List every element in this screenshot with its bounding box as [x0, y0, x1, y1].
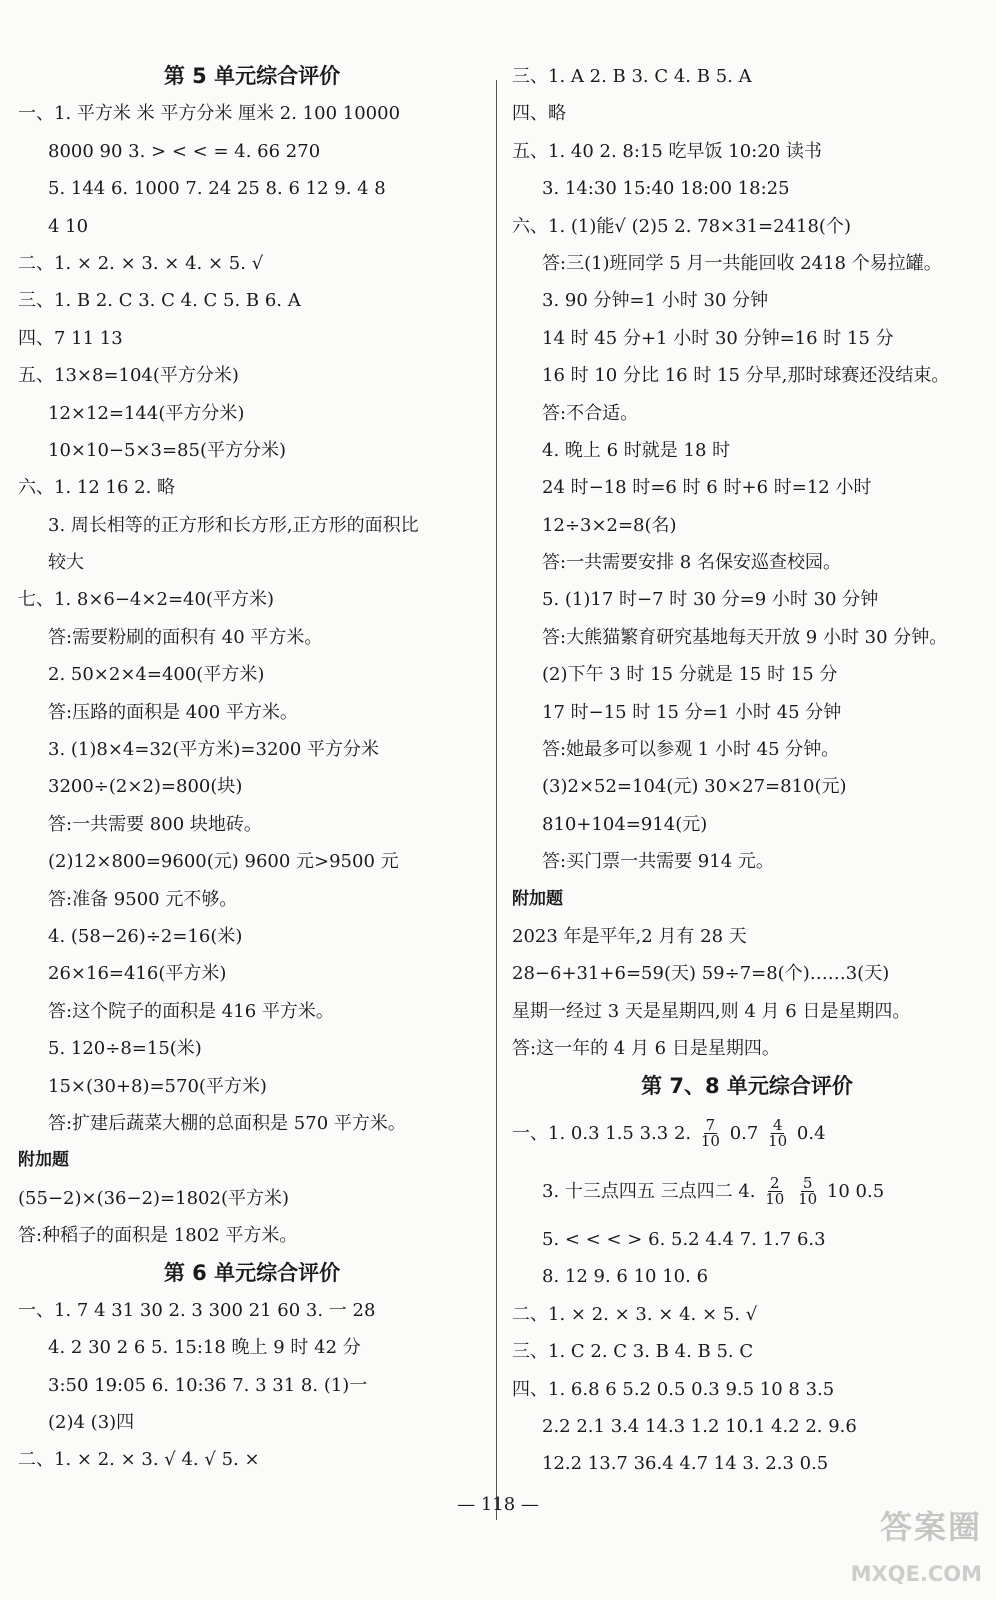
line-text: 0.4 — [796, 1122, 826, 1144]
fraction — [796, 1173, 819, 1209]
answer-line: 六、1. (1)能√ (2)5 2. 78×31=2418(个) — [512, 215, 851, 237]
line-text: 10 0.5 — [826, 1180, 885, 1202]
answer-line: 2023 年是平年,2 月有 28 天 — [512, 925, 747, 947]
answer-line: 5. < < < > 6. 5.2 4.4 7. 1.7 6.3 — [542, 1228, 826, 1250]
answer-line: (3)2×52=104(元) 30×27=810(元) — [542, 776, 847, 798]
answer-line: 17 时−15 时 15 分=1 小时 45 分钟 — [542, 701, 842, 723]
answer-line: 答:大熊猫繁育研究基地每天开放 9 小时 30 分钟。 — [542, 626, 948, 648]
answer-line: 一、1. 平方米 米 平方分米 厘米 2. 100 10000 — [18, 103, 401, 125]
answer-line: 答:扩建后蔬菜大棚的总面积是 570 平方米。 — [48, 1112, 406, 1134]
page-number: — 118 — — [457, 1494, 539, 1515]
answer-line-fractions — [512, 1163, 982, 1221]
answer-line: 星期一经过 3 天是星期四,则 4 月 6 日是星期四。 — [512, 1000, 911, 1022]
answer-line: 14 时 45 分+1 小时 30 分钟=16 时 15 分 — [542, 327, 894, 349]
answer-line: 8000 90 3. > < < = 4. 66 270 — [48, 140, 321, 162]
answer-line: 4. 晚上 6 时就是 18 时 — [542, 439, 731, 461]
denominator: 10 — [768, 1132, 788, 1151]
line-text: 0.7 — [729, 1122, 759, 1144]
answer-line: (2)4 (3)四 — [48, 1412, 135, 1434]
answer-line: 答:这一年的 4 月 6 日是星期四。 — [512, 1038, 780, 1060]
answer-line: 10×10−5×3=85(平方分米) — [48, 439, 286, 461]
answer-line: 3. (1)8×4=32(平方米)=3200 平方分米 — [48, 739, 380, 761]
answer-line: 三、1. A 2. B 3. C 4. B 5. A — [512, 66, 752, 87]
denominator: 10 — [700, 1132, 720, 1151]
answer-line: (55−2)×(36−2)=1802(平方米) — [18, 1187, 289, 1209]
answer-line: 三、1. C 2. C 3. B 4. B 5. C — [512, 1341, 754, 1363]
answer-line: 4 10 — [48, 215, 89, 237]
answer-line: 答:这个院子的面积是 416 平方米。 — [48, 1000, 334, 1022]
answer-line: 24 时−18 时=6 时 6 时+6 时=12 小时 — [542, 477, 872, 499]
fraction — [766, 1115, 789, 1151]
left-column — [18, 58, 486, 1479]
answer-line: 四、7 11 13 — [18, 327, 123, 349]
answer-line: 答:买门票一共需要 914 元。 — [542, 851, 774, 873]
answer-line: 2. 50×2×4=400(平方米) — [48, 664, 265, 686]
watermark-url: MXQE.COM — [850, 1562, 982, 1586]
answer-line: 4. 2 30 2 6 5. 15:18 晚上 9 时 42 分 — [48, 1337, 361, 1359]
watermark-logo — [814, 1502, 982, 1586]
answer-line: 五、13×8=104(平方分米) — [18, 365, 239, 387]
answer-line: 5. 144 6. 1000 7. 24 25 8. 6 12 9. 4 8 — [48, 178, 386, 200]
answer-line: 答:她最多可以参观 1 小时 45 分钟。 — [542, 739, 840, 761]
denominator: 10 — [798, 1190, 818, 1209]
answer-line: 4. (58−26)÷2=16(米) — [48, 925, 243, 947]
extra-question-label: 附加题 — [18, 1150, 69, 1171]
answer-line: 12×12=144(平方分米) — [48, 402, 245, 424]
answer-line: 12.2 13.7 36.4 4.7 14 3. 2.3 0.5 — [542, 1453, 829, 1475]
answer-line: 三、1. B 2. C 3. C 4. C 5. B 6. A — [18, 290, 301, 312]
answer-line: 二、1. × 2. × 3. × 4. × 5. √ — [18, 252, 264, 274]
answer-line: 答:需要粉刷的面积有 40 平方米。 — [48, 626, 323, 648]
numerator: 4 — [772, 1115, 783, 1134]
line-text: 一、1. 0.3 1.5 3.3 2. — [512, 1122, 692, 1144]
answer-line: 答:三(1)班同学 5 月一共能回收 2418 个易拉罐。 — [542, 252, 942, 274]
answer-line: 五、1. 40 2. 8:15 吃早饭 10:20 读书 — [512, 140, 822, 162]
unit6-title: 第 6 单元综合评价 — [163, 1260, 341, 1285]
answer-line: 二、1. × 2. × 3. × 4. × 5. √ — [512, 1303, 758, 1325]
extra-question-label: 附加题 — [512, 888, 563, 909]
answer-line: 答:不合适。 — [542, 402, 639, 424]
answer-line: 3. 14:30 15:40 18:00 18:25 — [542, 178, 790, 200]
answer-line: (2)下午 3 时 15 分就是 15 时 15 分 — [542, 664, 838, 686]
answer-line: 810+104=914(元) — [542, 813, 708, 835]
denominator: 10 — [765, 1190, 785, 1209]
answer-line: 四、1. 6.8 6 5.2 0.5 0.3 9.5 10 8 3.5 — [512, 1378, 835, 1400]
column-divider — [496, 80, 497, 1520]
watermark-mark: 答案圈 — [879, 1508, 982, 1546]
numerator: 7 — [705, 1115, 716, 1134]
right-column — [512, 58, 982, 1483]
answer-line: 四、略 — [512, 103, 566, 125]
answer-line: 15×(30+8)=570(平方米) — [48, 1075, 267, 1097]
answer-line: 六、1. 12 16 2. 略 — [18, 477, 176, 499]
answer-line: 3:50 19:05 6. 10:36 7. 3 31 8. (1)一 — [48, 1374, 368, 1396]
fraction — [699, 1115, 722, 1151]
answer-line: 答:一共需要安排 8 名保安巡查校园。 — [542, 552, 841, 574]
numerator: 2 — [770, 1173, 780, 1192]
answer-line: 12÷3×2=8(名) — [542, 514, 677, 536]
answer-line: 七、1. 8×6−4×2=40(平方米) — [18, 589, 274, 611]
answer-line: 答:种稻子的面积是 1802 平方米。 — [18, 1225, 298, 1247]
answer-line: 26×16=416(平方米) — [48, 963, 227, 985]
numerator: 5 — [802, 1173, 813, 1192]
answer-line: 3. 周长相等的正方形和长方形,正方形的面积比 — [48, 514, 419, 536]
answer-line: 8. 12 9. 6 10 10. 6 — [542, 1266, 709, 1288]
answer-line: 较大 — [48, 552, 84, 574]
answer-line: 5. 120÷8=15(米) — [48, 1038, 202, 1060]
fraction — [763, 1173, 786, 1209]
answer-line: 答:准备 9500 元不够。 — [48, 888, 238, 910]
unit5-title: 第 5 单元综合评价 — [163, 64, 341, 88]
answer-line: 28−6+31+6=59(天) 59÷7=8(个)……3(天) — [512, 963, 890, 985]
answer-line: (2)12×800=9600(元) 9600 元>9500 元 — [48, 851, 399, 873]
answer-line: 答:压路的面积是 400 平方米。 — [48, 701, 298, 723]
answer-line: 一、1. 7 4 31 30 2. 3 300 21 60 3. 一 28 — [18, 1299, 376, 1321]
answer-line: 5. (1)17 时−7 时 30 分=9 小时 30 分钟 — [542, 589, 879, 611]
answer-line: 3. 90 分钟=1 小时 30 分钟 — [542, 290, 769, 312]
answer-line: 2.2 2.1 3.4 14.3 1.2 10.1 4.2 2. 9.6 — [542, 1415, 857, 1437]
line-text: 3. 十三点四五 三点四二 4. — [542, 1180, 756, 1202]
answer-line-fractions — [512, 1105, 982, 1163]
answer-line: 二、1. × 2. × 3. √ 4. √ 5. × — [18, 1449, 260, 1471]
answer-line: 答:一共需要 800 块地砖。 — [48, 813, 262, 835]
answer-line: 3200÷(2×2)=800(块) — [48, 776, 243, 798]
answer-line: 16 时 10 分比 16 时 15 分早,那时球赛还没结束。 — [542, 365, 950, 387]
unit78-title: 第 7、8 单元综合评价 — [641, 1073, 853, 1098]
